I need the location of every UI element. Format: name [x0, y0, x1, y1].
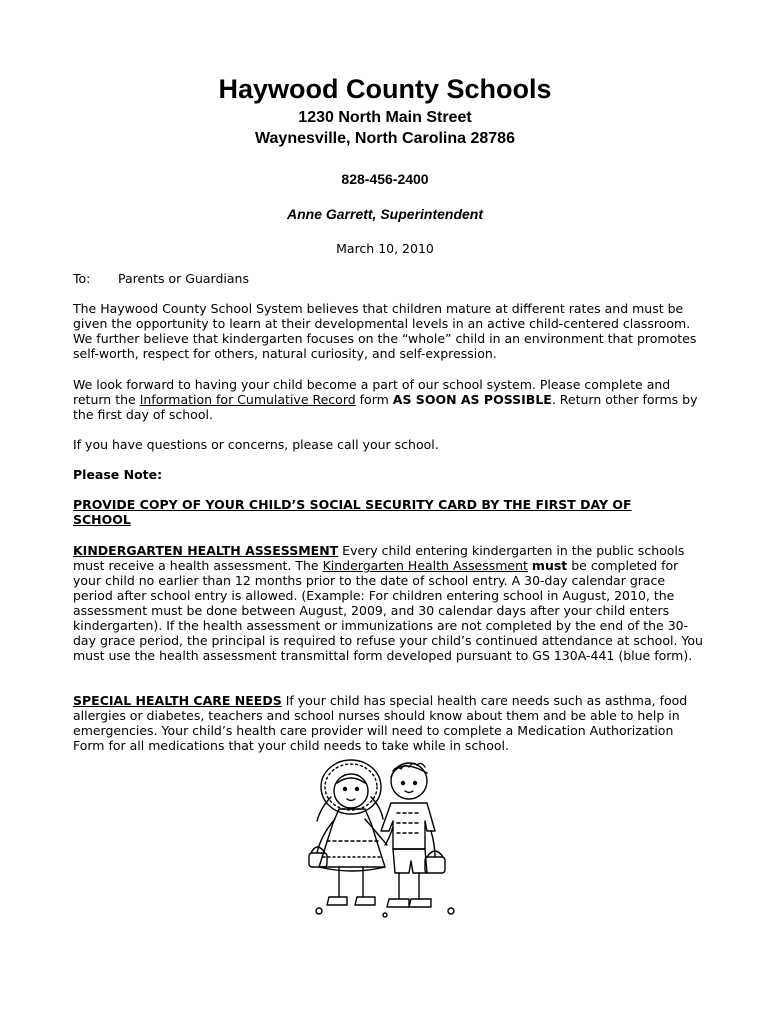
please-note-heading: Please Note:: [73, 467, 163, 482]
must-emphasis: must: [531, 558, 568, 573]
phone-number: 828-456-2400: [341, 171, 429, 187]
kindergarten-section: [73, 543, 703, 663]
forms-text-1: We look forward to having your child become a part of our school system. Please complete and return the: [73, 377, 671, 407]
forms-text-3: . Return other forms by the first day of school.: [73, 392, 698, 422]
forms-paragraph: [73, 377, 703, 422]
intro-paragraph: The Haywood County School System believes that children mature at different rates and must be given the opportunity to learn at their developmental levels in an active child-centered classroom. We further believe that kindergarten focuses on the “whole” child in an environment that promotes self-worth, respect for others, natural curiosity, and self-expression.: [73, 301, 697, 361]
letter-date: March 10, 2010: [336, 241, 434, 256]
ssn-notice: PROVIDE COPY OF YOUR CHILD’S SOCIAL SECURITY CARD BY THE FIRST DAY OF SCHOOL: [73, 497, 632, 527]
kindergarten-text-1: Every child entering kindergarten in the public schools must receive a health assessment. The: [73, 543, 685, 573]
superintendent-name: Anne Garrett, Superintendent: [286, 206, 484, 222]
to-label: To:: [73, 271, 91, 286]
special-needs-heading: SPECIAL HEALTH CARE NEEDS: [73, 693, 282, 708]
kindergarten-text-3: be completed for your child no earlier than 12 months prior to the date of school entry. A 30-day calendar grace period after school entry is allowed. (Example: For children entering school in August, 2010, the assessment must be done between August, 2009, and 30 calendar days after your child enters kindergarten). If the health assessment or immunizations are not completed by the end of the 30-day grace period, the principal is required to refuse your child’s continued attendance at school. You must use the health assessment transmittal form developed pursuant to GS 130A-441 (blue form).: [73, 558, 703, 663]
recipient: Parents or Guardians: [118, 271, 249, 286]
asap-emphasis: AS SOON AS POSSIBLE: [392, 392, 552, 407]
address-line-1: 1230 North Main Street: [298, 109, 472, 126]
recipient-line: [73, 271, 703, 286]
organization-name: Haywood County Schools: [218, 74, 552, 104]
children-holding-hands-icon: [305, 757, 465, 923]
kindergarten-assessment-link: Kindergarten Health Assessment: [322, 558, 528, 573]
kindergarten-heading: KINDERGARTEN HEALTH ASSESSMENT: [73, 543, 339, 558]
questions-paragraph: If you have questions or concerns, please call your school.: [73, 437, 439, 452]
special-needs-section: [73, 693, 703, 753]
address-line-2: Waynesville, North Carolina 28786: [255, 130, 515, 147]
forms-text-2: form: [355, 392, 393, 407]
cumulative-record-link: Information for Cumulative Record: [139, 392, 356, 407]
special-needs-text: If your child has special health care needs such as asthma, food allergies or diabetes, teachers and school nurses should know about them and be able to help in emergencies. Your child’s health care provider will need to complete a Medication Authorization Form for all medications that your child needs to take while in school.: [73, 693, 688, 753]
